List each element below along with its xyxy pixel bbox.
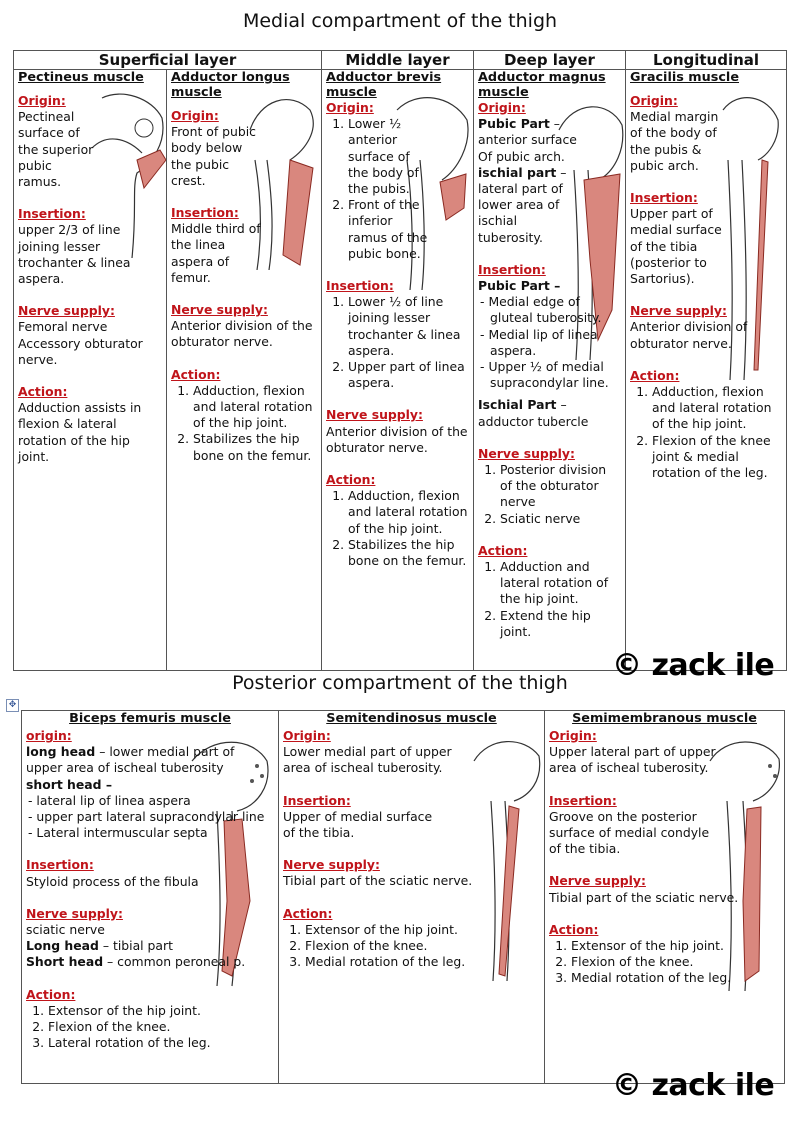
- pectineus-nerve-label: Nerve supply:: [18, 303, 115, 319]
- table-move-handle-icon[interactable]: ✥: [6, 699, 19, 712]
- list-item: - Lateral intermuscular septa: [38, 825, 274, 841]
- pectineus-name: Pectineus muscle: [18, 70, 144, 85]
- gracilis-name: Gracilis muscle: [630, 70, 739, 85]
- semitendinosus-insertion: Upper of medial surface of the tibia.: [283, 808, 433, 841]
- adductor-longus-insertion-label: Insertion:: [171, 205, 239, 221]
- semitendinosus-nerve: Tibial part of the sciatic nerve.: [283, 873, 473, 889]
- adductor-longus-cell: [167, 70, 322, 671]
- list-item: 1. Adduction, flexion and lateral rotation of the hip joint.: [193, 383, 317, 432]
- list-item: - Upper ½ of medial supracondylar line.: [490, 359, 621, 391]
- semitendinosus-nerve-label: Nerve supply:: [283, 857, 380, 873]
- gracilis-insertion-label: Insertion:: [630, 190, 698, 206]
- header-superficial-layer: Superficial layer: [14, 51, 322, 70]
- adductor-magnus-name: Adductor magnus muscle: [478, 70, 606, 100]
- semitendinosus-insertion-label: Insertion:: [283, 792, 351, 808]
- semimembranous-nerve: Tibial part of the sciatic nerve.: [549, 889, 739, 905]
- biceps-long-head-label: long head: [26, 744, 96, 760]
- adductor-longus-nerve: Anterior division of the obturator nerve.: [171, 318, 313, 350]
- header-deep-layer: Deep layer: [474, 51, 626, 70]
- pectineus-origin-label: Origin:: [18, 93, 66, 108]
- biceps-nerve-label: Nerve supply:: [26, 905, 123, 921]
- adductor-magnus-pubic-origin: – anterior surface Of pubic arch.: [478, 116, 577, 164]
- list-item: 1. Adduction, flexion and lateral rotation of the hip joint.: [348, 488, 469, 537]
- biceps-nerve: sciatic nerve: [26, 922, 105, 938]
- adductor-longus-name: Adductor longus muscle: [171, 70, 290, 100]
- adductor-brevis-insertion-list: [326, 294, 469, 391]
- list-item: 3. Lateral rotation of the leg.: [48, 1035, 274, 1051]
- list-item: 2. Flexion of the knee.: [305, 938, 540, 954]
- pectineus-action-label: Action:: [18, 384, 68, 400]
- adductor-brevis-action-list: [326, 488, 469, 569]
- list-item: 1. Posterior division of the obturator nerve: [500, 462, 621, 511]
- semimembranous-insertion-label: Insertion:: [549, 792, 617, 808]
- semitendinosus-action-label: Action:: [283, 905, 333, 921]
- list-item: 2. Front of the inferior ramus of the pubic bone.: [348, 197, 433, 262]
- biceps-nerve-short: – common peroneal p.: [107, 954, 246, 970]
- biceps-origin-label: origin:: [26, 728, 72, 743]
- pectineus-action: Adduction assists in flexion & lateral rotation of the hip joint.: [18, 400, 142, 464]
- biceps-short-head-list: [26, 793, 274, 842]
- gracilis-insertion: Upper part of medial surface of the tibia (posterior to Sartorius).: [630, 206, 722, 287]
- biceps-nerve-short-label: Short head: [26, 954, 104, 970]
- gracilis-action-label: Action:: [630, 367, 680, 383]
- medial-compartment-table: [13, 50, 787, 671]
- list-item: 2. Flexion of the knee.: [48, 1019, 274, 1035]
- biceps-short-head-label: short head –: [26, 776, 113, 792]
- list-item: 2. Sciatic nerve: [500, 511, 621, 527]
- medial-compartment-title: Medial compartment of the thigh: [242, 10, 558, 32]
- biceps-action-label: Action:: [26, 986, 76, 1002]
- biceps-long-head: – lower medial part of upper area of ischeal tuberosity: [26, 744, 235, 776]
- list-item: 2. Stabilizes the hip bone on the femur.: [193, 431, 317, 463]
- biceps-nerve-long-label: Long head: [26, 938, 99, 954]
- semimembranous-nerve-label: Nerve supply:: [549, 873, 646, 889]
- adductor-longus-action-list: [171, 383, 317, 464]
- adductor-brevis-nerve: Anterior division of the obturator nerve.: [326, 423, 468, 455]
- gracilis-origin: Medial margin of the body of the pubis & pubic arch.: [630, 109, 719, 173]
- list-item: 1. Lower ½ of line joining lesser trochanter & linea aspera.: [348, 294, 469, 359]
- adductor-brevis-origin-list: [326, 116, 433, 262]
- pectineus-cell: [14, 70, 167, 671]
- watermark: © zack ile: [612, 648, 775, 683]
- adductor-magnus-action-label: Action:: [478, 542, 528, 558]
- watermark: © zack ile: [612, 1068, 775, 1103]
- semimembranous-action-list: [549, 938, 780, 987]
- adductor-magnus-pubic-label: Pubic Part: [478, 116, 550, 132]
- pectineus-insertion-label: Insertion:: [18, 206, 86, 222]
- semimembranous-name: Semimembranous muscle: [572, 711, 757, 726]
- semimembranous-action-label: Action:: [549, 921, 599, 937]
- semitendinosus-cell: [279, 711, 545, 1084]
- list-item: - Medial lip of linea aspera.: [490, 327, 621, 359]
- adductor-brevis-action-label: Action:: [326, 472, 376, 488]
- semitendinosus-action-list: [283, 922, 540, 971]
- adductor-brevis-nerve-label: Nerve supply:: [326, 407, 423, 423]
- posterior-compartment-table: [21, 710, 785, 1084]
- list-item: 3. Medial rotation of the leg.: [305, 954, 540, 970]
- posterior-compartment-title: Posterior compartment of the thigh: [232, 672, 568, 694]
- list-item: 1. Extensor of the hip joint.: [571, 938, 780, 954]
- adductor-brevis-insertion-label: Insertion:: [326, 278, 394, 294]
- list-item: 2. Upper part of linea aspera.: [348, 359, 469, 391]
- adductor-magnus-origin-label: Origin:: [478, 100, 526, 115]
- adductor-magnus-pubic-insertion-list: [478, 294, 621, 391]
- header-middle-layer: Middle layer: [322, 51, 474, 70]
- adductor-magnus-insertion-label: Insertion:: [478, 261, 546, 277]
- semitendinosus-name: Semitendinosus muscle: [326, 711, 497, 726]
- adductor-longus-action-label: Action:: [171, 366, 221, 382]
- adductor-brevis-name: Adductor brevis muscle: [326, 70, 442, 100]
- gracilis-action-list: [630, 384, 782, 481]
- semimembranous-insertion: Groove on the posterior surface of medial condyle of the tibia.: [549, 808, 710, 857]
- adductor-magnus-action-list: [478, 559, 621, 640]
- adductor-magnus-cell: [474, 70, 626, 671]
- gracilis-origin-label: Origin:: [630, 93, 678, 108]
- adductor-longus-origin: Front of pubic body below the pubic crest.: [171, 124, 256, 188]
- gracilis-cell: [626, 70, 787, 671]
- semitendinosus-origin-label: Origin:: [283, 728, 331, 743]
- list-item: 1. Extensor of the hip joint.: [305, 922, 540, 938]
- semimembranous-cell: [545, 711, 785, 1084]
- adductor-magnus-pubic-insertion-label: Pubic Part –: [478, 278, 561, 294]
- pectineus-nerve: Femoral nerve Accessory obturator nerve.: [18, 319, 143, 367]
- semimembranous-origin-label: Origin:: [549, 728, 597, 743]
- biceps-femoris-name: Biceps femuris muscle: [69, 711, 231, 726]
- gracilis-nerve: Anterior division of obturator nerve.: [630, 319, 748, 351]
- pectineus-insertion: upper 2/3 of line joining lesser trochanter & linea aspera.: [18, 222, 131, 287]
- biceps-femoris-cell: [22, 711, 279, 1084]
- list-item: 1. Extensor of the hip joint.: [48, 1003, 274, 1019]
- list-item: 2. Flexion of the knee.: [571, 954, 780, 970]
- biceps-nerve-long: – tibial part: [102, 938, 173, 954]
- list-item: 1. Lower ½ anterior surface of the body of the pubis.: [348, 116, 433, 197]
- biceps-insertion-label: Insertion:: [26, 857, 94, 873]
- biceps-insertion: Styloid process of the fibula: [26, 873, 199, 889]
- list-item: 2. Flexion of the knee joint & medial rotation of the leg.: [652, 433, 782, 482]
- adductor-brevis-origin-label: Origin:: [326, 100, 374, 115]
- semitendinosus-origin: Lower medial part of upper area of ischeal tuberosity.: [283, 744, 452, 776]
- list-item: 2. Stabilizes the hip bone on the femur.: [348, 537, 469, 569]
- adductor-magnus-ischial-label: ischial part: [478, 164, 557, 180]
- list-item: 1. Adduction, flexion and lateral rotation of the hip joint.: [652, 384, 782, 433]
- header-longitudinal: Longitudinal: [626, 51, 787, 70]
- adductor-longus-insertion: Middle third of the linea aspera of femur.: [171, 221, 261, 285]
- adductor-magnus-ischial-insertion: – adductor tubercle: [478, 397, 589, 429]
- list-item: 3. Medial rotation of the leg.: [571, 970, 780, 986]
- adductor-magnus-nerve-list: [478, 462, 621, 527]
- adductor-magnus-ischial-origin: – lateral part of lower area of ischial tuberosity.: [478, 164, 567, 245]
- gracilis-nerve-label: Nerve supply:: [630, 303, 727, 319]
- list-item: 2. Extend the hip joint.: [500, 608, 621, 640]
- biceps-action-list: [26, 1003, 274, 1052]
- semimembranous-origin: Upper lateral part of upper area of ischeal tuberosity.: [549, 744, 716, 776]
- pectineus-origin: Pectineal surface of the superior pubic ramus.: [18, 109, 94, 190]
- adductor-longus-nerve-label: Nerve supply:: [171, 302, 268, 318]
- adductor-brevis-cell: [322, 70, 474, 671]
- list-item: - lateral lip of linea aspera: [38, 793, 274, 809]
- list-item: - Medial edge of gluteal tuberosity.: [490, 294, 621, 326]
- adductor-magnus-ischial-insertion-label: Ischial Part: [478, 397, 557, 413]
- list-item: 1. Adduction and lateral rotation of the hip joint.: [500, 559, 621, 608]
- list-item: - upper part lateral supracondylar line: [38, 809, 274, 825]
- adductor-magnus-nerve-label: Nerve supply:: [478, 445, 575, 461]
- adductor-longus-origin-label: Origin:: [171, 108, 219, 123]
